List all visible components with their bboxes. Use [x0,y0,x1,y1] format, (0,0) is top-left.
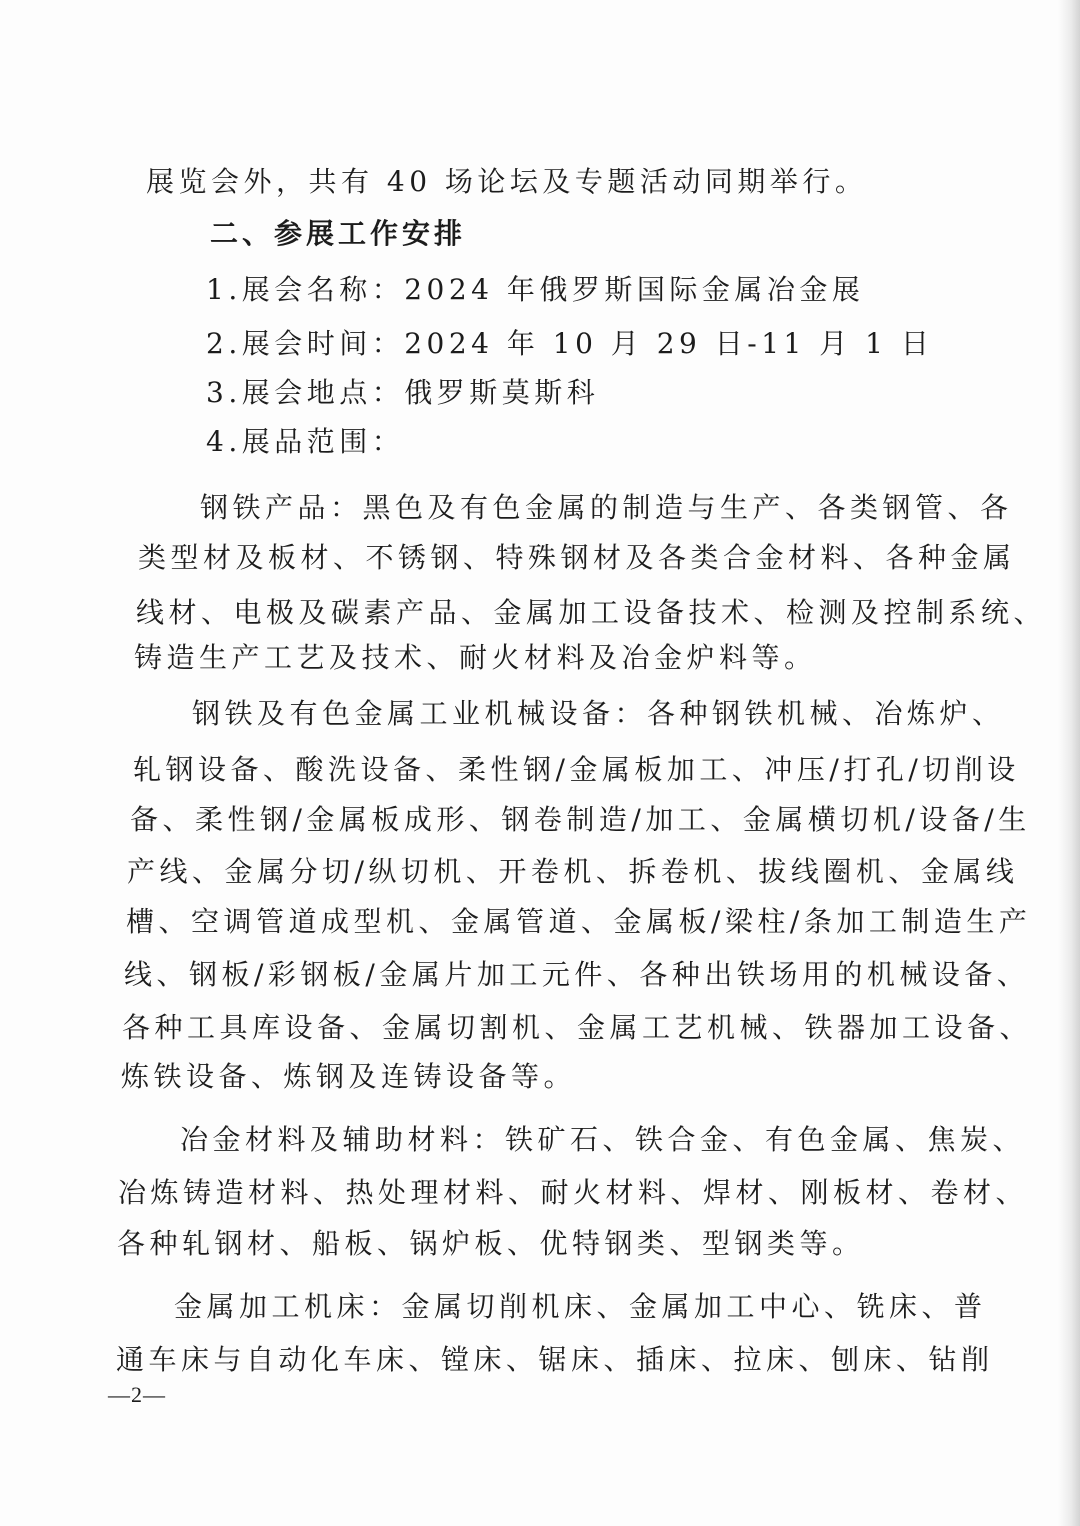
page-number: —2— [108,1382,166,1407]
text-line: 展览会外，共有 40 场论坛及专题活动同期举行。 [146,165,868,198]
text-line: 铸造生产工艺及技术、耐火材料及冶金炉料等。 [134,641,817,674]
text-line: 备、柔性钢/金属板成形、钢卷制造/加工、金属横切机/设备/生 [130,803,1031,836]
text-line: 线、钢板/彩钢板/金属片加工元件、各种出铁场用的机械设备、 [124,958,1030,991]
text-line: 各种轧钢材、船板、锅炉板、优特钢类、型钢类等。 [117,1227,865,1260]
page-edge-shadow [1058,0,1080,1526]
exhibition-name: 1.展会名称：2024 年俄罗斯国际金属冶金展 [206,273,865,306]
text-line: 产线、金属分切/纵切机、开卷机、拆卷机、拔线圈机、金属线 [127,855,1019,888]
exhibition-location: 3.展会地点：俄罗斯莫斯科 [206,376,600,409]
text-line: 炼铁设备、炼钢及连铸设备等。 [121,1060,577,1093]
exhibition-time: 2.展会时间：2024 年 10 月 29 日-11 月 1 日 [206,327,934,360]
text-line: 槽、空调管道成型机、金属管道、金属板/梁柱/条加工制造生产 [126,905,1032,938]
text-line: 类型材及板材、不锈钢、特殊钢材及各类合金材料、各种金属 [138,541,1016,574]
text-line: 各种工具库设备、金属切割机、金属工艺机械、铁器加工设备、 [122,1011,1033,1044]
exhibit-scope-label: 4.展品范围： [206,425,405,458]
text-line: 轧钢设备、酸洗设备、柔性钢/金属板加工、冲压/打孔/切削设 [133,753,1020,786]
text-line: 线材、电极及碳素产品、金属加工设备技术、检测及控制系统、 [136,596,1047,629]
text-line: 金属加工机床：金属切削机床、金属加工中心、铣床、普 [174,1290,987,1323]
section-heading: 二、参展工作安排 [210,217,467,250]
text-line: 冶金材料及辅助材料：铁矿石、铁合金、有色金属、焦炭、 [180,1123,1026,1156]
text-line: 钢铁产品：黑色及有色金属的制造与生产、各类钢管、各 [200,491,1013,524]
text-line: 冶炼铸造材料、热处理材料、耐火材料、焊材、刚板材、卷材、 [118,1176,1029,1209]
text-line: 钢铁及有色金属工业机械设备：各种钢铁机械、冶炼炉、 [192,697,1005,730]
text-line: 通车床与自动化车床、镗床、锯床、插床、拉床、刨床、钻削 [116,1343,994,1376]
